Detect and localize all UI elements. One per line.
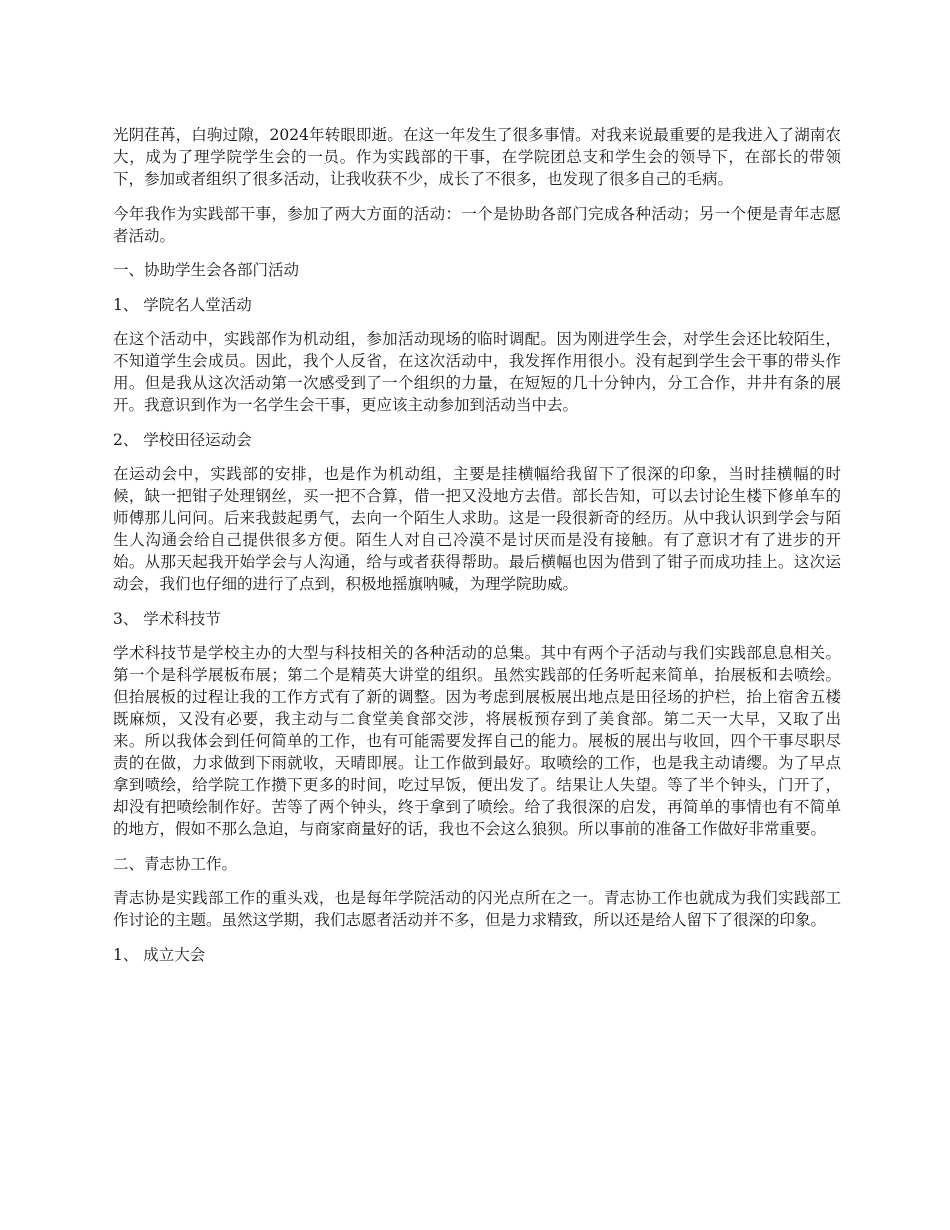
hall-of-fame-paragraph: 在这个活动中，实践部作为机动组，参加活动现场的临时调配。因为刚进学生会，对学生会还比较陌生，不知道学生会成员。因此，我个人反省，在这次活动中，我发挥作用很小。没有起到学生会干事的带头作用。但是我从这次活动第一次感受到了一个组织的力量，在短短的几十分钟内，分工合作，井井有条的展开。我意识到作为一名学生会干事，更应该主动参加到活动当中去。 <box>113 330 841 414</box>
section-heading-volunteer-work: 二、青志协工作。 <box>113 854 238 873</box>
subheading-hall-of-fame: 1、 学院名人堂活动 <box>113 295 252 314</box>
section-heading-assist-departments: 一、协助学生会各部门活动 <box>113 261 300 279</box>
science-festival-paragraph: 学术科技节是学校主办的大型与科技相关的各种活动的总集。其中有两个子活动与我们实践部息息相关。第一个是科学展板布展；第二个是精英大讲堂的组织。虽然实践部的任务听起来简单，抬展板和去喷绘。但抬展板的过程让我的工作方式有了新的调整。因为考虑到展板展出地点是田径场的护栏，抬上宿舍五楼既麻烦，又没有必要，我主动与二食堂美食部交涉，将展板预存到了美食部。第二天一大早，又取了出来。所以我体会到任何简单的工作，也有可能需要发挥自己的能力。展板的展出与收回，四个干事尽职尽责的在做，力求做到下雨就收，天晴即展。让工作做到最好。取喷绘的工作，也是我主动请缨。为了早点拿到喷绘，给学院工作攒下更多的时间，吃过早饭，便出发了。结果让人失望。等了半个钟头，门开了，却没有把喷绘制作好。苦等了两个钟头，终于拿到了喷绘。给了我很深的启发，再简单的事情也有不简单的地方，假如不那么急迫，与商家商量好的话，我也不会这么狼狈。所以事前的准备工作做好非常重要。 <box>113 644 841 838</box>
intro-paragraph: 光阴荏苒，白驹过隙，2024年转眼即逝。在这一年发生了很多事情。对我来说最重要的是我进入了湖南农大，成为了理学院学生会的一员。作为实践部的干事，在学院团总支和学生会的领导下，在部长的带领下，参加或者组织了很多活动，让我收获不少，成长了不很多，也发现了很多自己的毛病。 <box>113 126 841 188</box>
document-body <box>113 124 841 978</box>
subheading-sports-meet: 2、 学校田径运动会 <box>113 430 252 449</box>
volunteer-work-paragraph: 青志协是实践部工作的重头戏，也是每年学院活动的闪光点所在之一。青志协工作也就成为我们实践部工作讨论的主题。虽然这学期，我们志愿者活动并不多，但是力求精致，所以还是给人留下了很深的印象。 <box>113 889 841 929</box>
overview-paragraph: 今年我作为实践部干事，参加了两大方面的活动：一个是协助各部门完成各种活动；另一个便是青年志愿者活动。 <box>113 204 841 245</box>
subheading-science-festival: 3、 学术科技节 <box>113 609 221 628</box>
sports-meet-paragraph: 在运动会中，实践部的安排，也是作为机动组，主要是挂横幅给我留下了很深的印象，当时挂横幅的时候，缺一把钳子处理钢丝，买一把不合算，借一把又没地方去借。部长告知，可以去讨论生楼下修单车的师傅那儿问问。后来我鼓起勇气，去向一个陌生人求助。这是一段很新奇的经历。从中我认识到学会与陌生人沟通会给自己提供很多方便。陌生人对自己冷漠不是讨厌而是没有接触。有了意识才有了进步的开始。从那天起我开始学会与人沟通，给与或者获得帮助。最后横幅也因为借到了钳子而成功挂上。这次运动会，我们也仔细的进行了点到，积极地摇旗呐喊，为理学院助威。 <box>113 465 841 593</box>
subheading-founding-conference: 1、 成立大会 <box>113 945 206 964</box>
